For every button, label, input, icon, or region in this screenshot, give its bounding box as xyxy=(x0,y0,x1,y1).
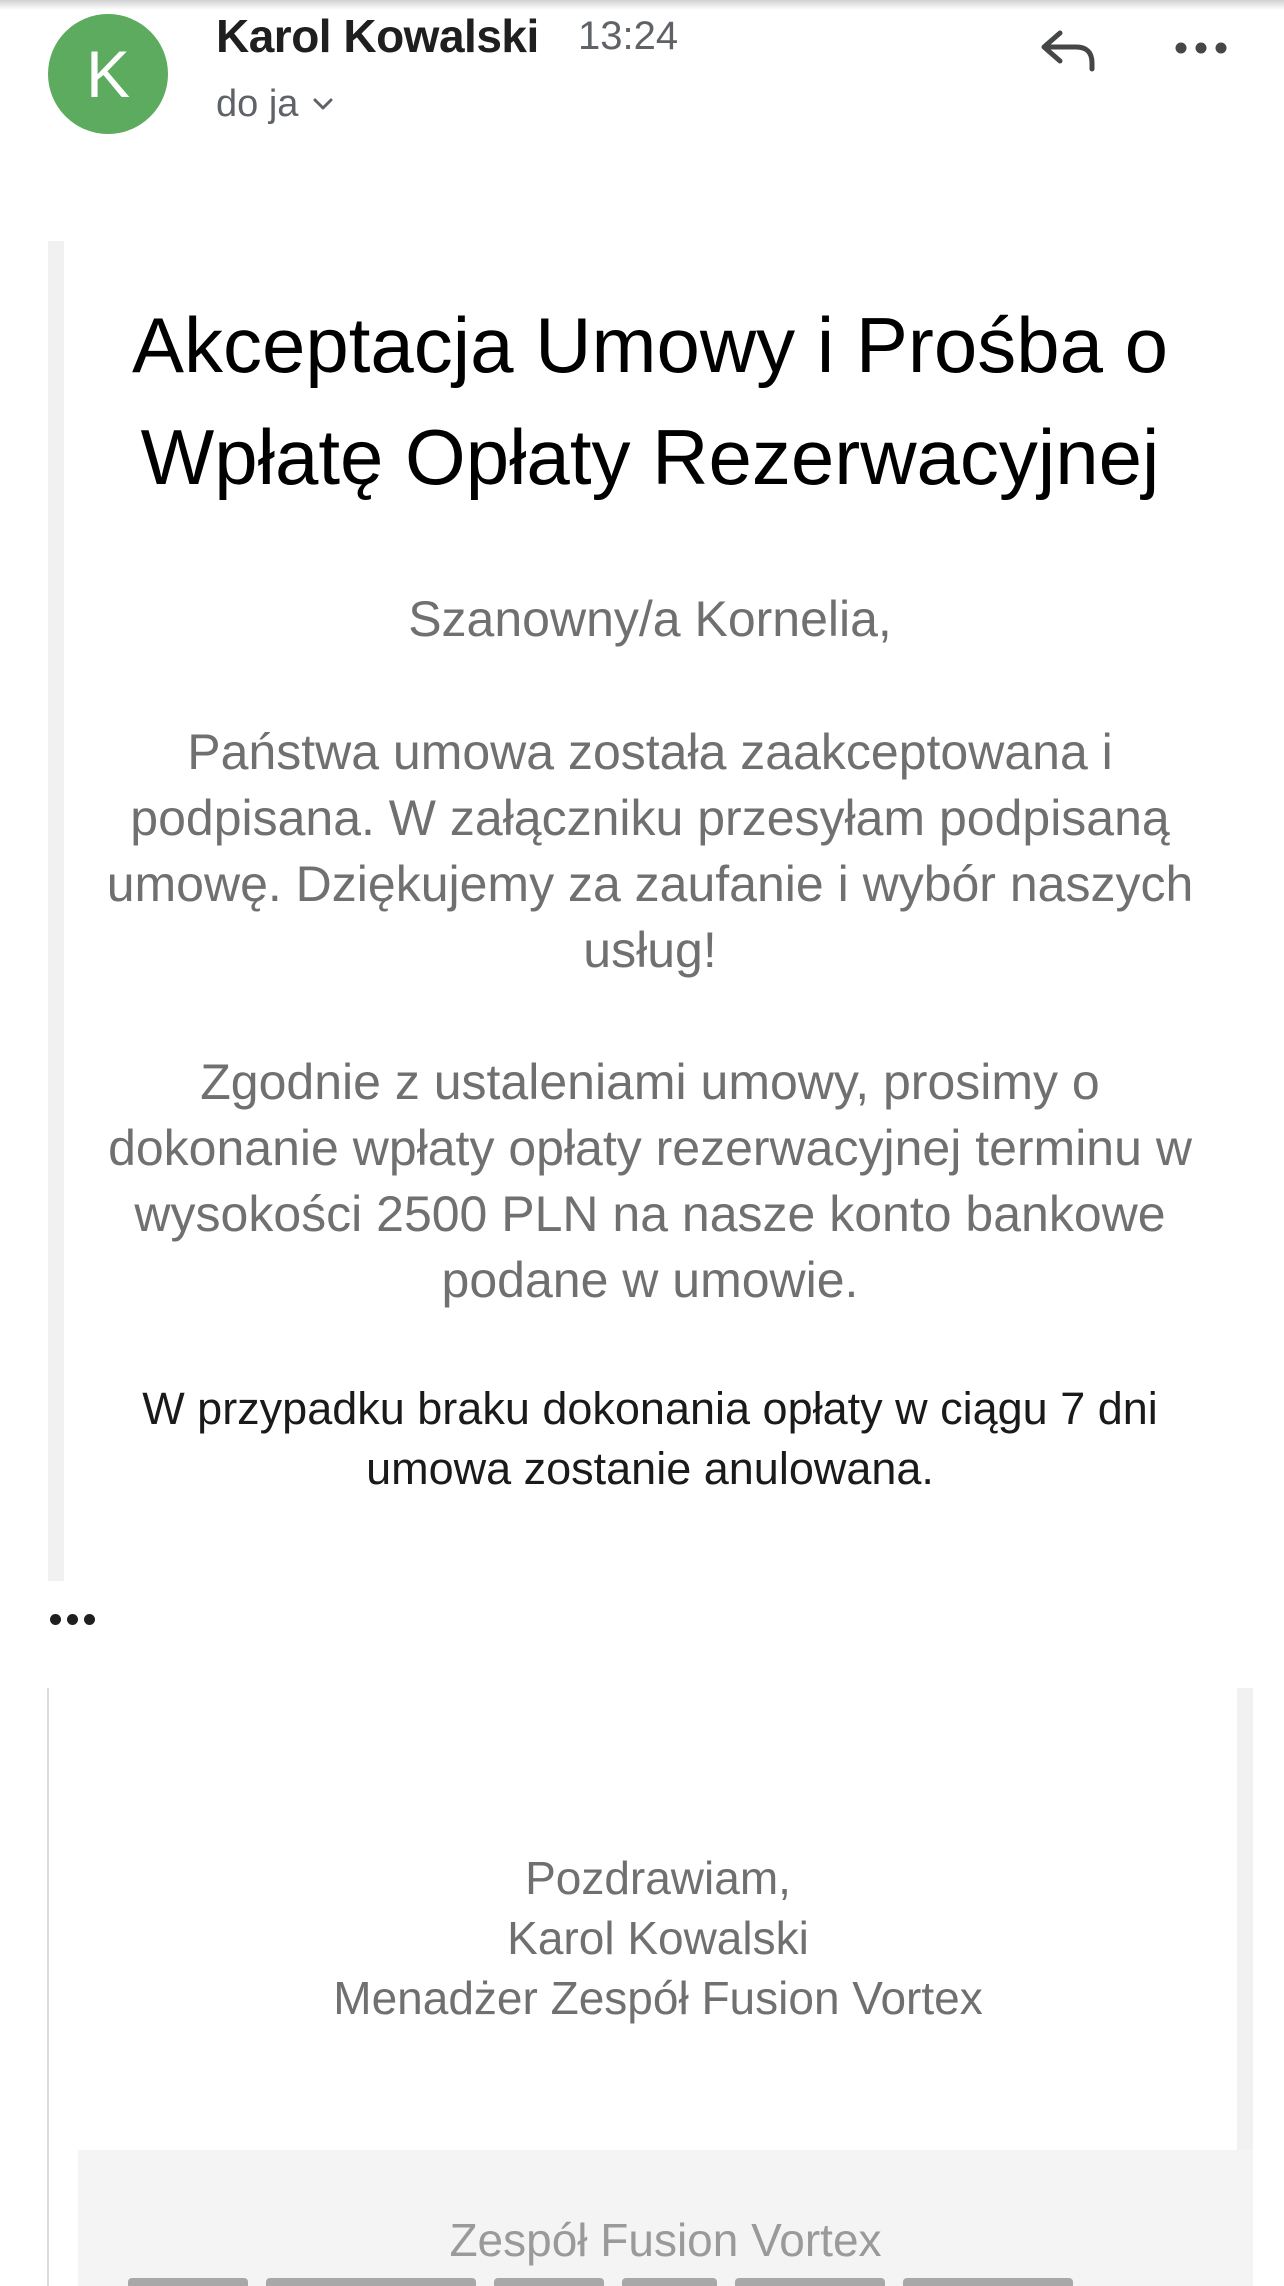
sender-avatar[interactable] xyxy=(48,14,168,134)
cancellation-warning: W przypadku braku dokonania opłaty w ciągu 7 dni umowa zostanie anulowana. xyxy=(142,1383,1158,1494)
reply-icon xyxy=(1038,25,1098,80)
quote-bar xyxy=(48,241,64,1581)
recipient-label: do ja xyxy=(216,83,299,125)
chevron-down-icon xyxy=(312,97,334,111)
signature-name: Karol Kowalski xyxy=(507,1912,809,1964)
footer-cut-off-text xyxy=(128,2278,1188,2286)
sender-name[interactable]: Karol Kowalski xyxy=(216,10,539,62)
greeting: Szanowny/a Kornelia, xyxy=(408,591,892,647)
email-title xyxy=(64,289,1236,513)
more-horizontal-icon xyxy=(1174,41,1228,60)
avatar-letter: K xyxy=(85,37,131,111)
paragraph-payment-request: Zgodnie z ustaleniami umowy, prosimy o dokonanie wpłaty opłaty rezerwacyjnej terminu w wysokości 2500 PLN na nasze konto bankowe podane w umowie. xyxy=(108,1054,1192,1308)
dot xyxy=(84,1614,95,1625)
dot xyxy=(50,1614,61,1625)
signature-closing: Pozdrawiam, xyxy=(525,1852,791,1904)
show-trimmed-content-button[interactable] xyxy=(50,1614,95,1625)
signature-role: Menadżer Zespół Fusion Vortex xyxy=(333,1972,983,2024)
message-time: 13:24 xyxy=(578,14,679,58)
dot xyxy=(67,1614,78,1625)
email-footer xyxy=(78,2150,1253,2286)
email-body-card xyxy=(48,241,1236,1581)
footer-team-name: Zespół Fusion Vortex xyxy=(449,2214,882,2266)
reply-button[interactable] xyxy=(1036,20,1100,84)
signature-text xyxy=(80,1848,1236,2028)
email-title-line: Akceptacja Umowy i Prośba o xyxy=(131,301,1169,389)
email-title-line: Wpłatę Opłaty Rezerwacyjnej xyxy=(140,413,1160,501)
paragraph-contract-accepted: Państwa umowa została zaakceptowana i podpisana. W załączniku przesyłam podpisaną umowę. Dziękujemy za zaufanie i wybór naszych usług! xyxy=(106,724,1194,978)
more-options-button[interactable] xyxy=(1166,20,1236,80)
recipient-toggle[interactable] xyxy=(216,76,334,132)
